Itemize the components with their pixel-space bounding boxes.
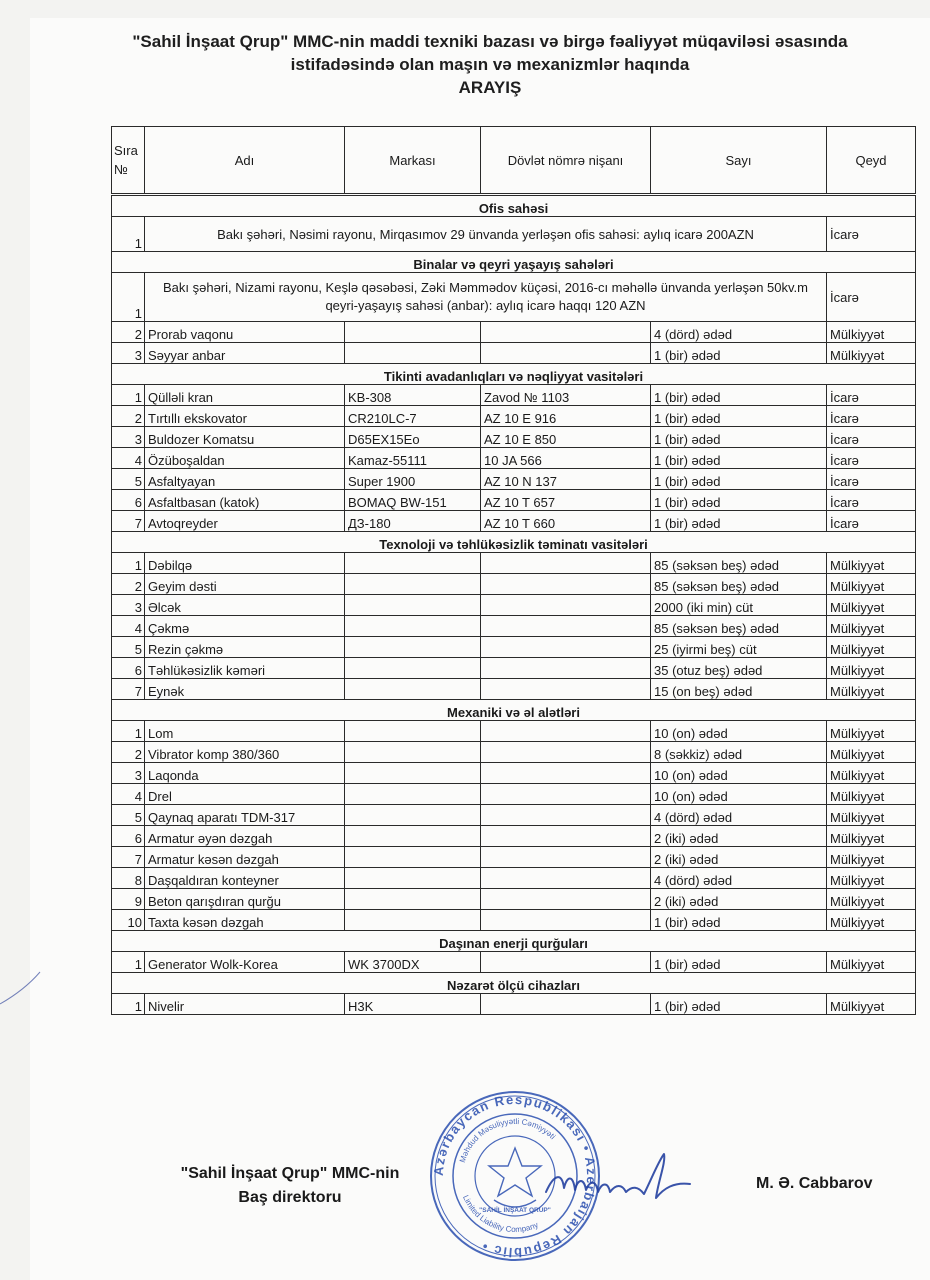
row-name: Avtoqreyder <box>145 511 345 532</box>
table-header-row <box>112 127 916 195</box>
row-number: 3 <box>112 763 145 784</box>
row-quantity: 35 (otuz beş) ədəd <box>651 658 827 679</box>
row-note: Mülkiyyət <box>827 784 916 805</box>
row-brand <box>345 574 481 595</box>
row-quantity: 1 (bir) ədəd <box>651 427 827 448</box>
table-row <box>112 574 916 595</box>
footer-org-line-1: "Sahil İnşaat Qrup" MMC-nin <box>180 1165 400 1182</box>
row-name: Armatur əyən dəzgah <box>145 826 345 847</box>
signer-name: M. Ə. Cabbarov <box>756 1175 873 1192</box>
row-number: 4 <box>112 784 145 805</box>
stamp-inner-bottom-text: Limited Liability Company <box>461 1193 540 1235</box>
row-quantity: 15 (on beş) ədəd <box>651 679 827 700</box>
row-note: Mülkiyyət <box>827 616 916 637</box>
row-brand <box>345 658 481 679</box>
row-note: Mülkiyyət <box>827 826 916 847</box>
row-note: İcarə <box>827 448 916 469</box>
row-name: Əlcək <box>145 595 345 616</box>
row-number: 4 <box>112 448 145 469</box>
section-header-row <box>112 700 916 721</box>
row-quantity: 10 (on) ədəd <box>651 763 827 784</box>
title-line-2: istifadəsində olan maşın və mexanizmlər haqında <box>290 55 690 74</box>
stamp-outer-text: Azərbaycan Respublikası • Azerbaijan Republic • <box>430 1091 600 1261</box>
row-brand <box>345 343 481 364</box>
row-plate <box>481 595 651 616</box>
table-row <box>112 511 916 532</box>
row-quantity: 1 (bir) ədəd <box>651 910 827 931</box>
row-name: Qaynaq aparatı TDM-317 <box>145 805 345 826</box>
table-row <box>112 994 916 1015</box>
table-row <box>112 469 916 490</box>
row-number: 5 <box>112 805 145 826</box>
row-number: 3 <box>112 595 145 616</box>
table-row <box>112 385 916 406</box>
row-note: İcarə <box>827 490 916 511</box>
row-number: 6 <box>112 658 145 679</box>
section-header-row <box>112 532 916 553</box>
row-plate: AZ 10 E 850 <box>481 427 651 448</box>
row-name: Təhlükəsizlik kəməri <box>145 658 345 679</box>
header-note: Qeyd <box>827 127 916 195</box>
row-quantity: 25 (iyirmi beş) cüt <box>651 637 827 658</box>
row-description: Bakı şəhəri, Nəsimi rayonu, Mirqasımov 29 ünvanda yerləşən ofis sahəsi: aylıq icarə 200AZN <box>145 217 827 252</box>
row-plate <box>481 658 651 679</box>
row-brand <box>345 595 481 616</box>
row-plate: AZ 10 E 916 <box>481 406 651 427</box>
row-name: Geyim dəsti <box>145 574 345 595</box>
footer-org-line-2: Baş direktoru <box>238 1189 342 1206</box>
section-title: Texnoloji və təhlükəsizlik təminatı vasitələri <box>112 532 916 553</box>
row-quantity: 1 (bir) ədəd <box>651 448 827 469</box>
section-header-row <box>112 973 916 994</box>
row-plate: AZ 10 T 657 <box>481 490 651 511</box>
table-row <box>112 217 916 252</box>
table-row <box>112 406 916 427</box>
row-plate: Zavod № 1103 <box>481 385 651 406</box>
document-title <box>80 30 900 99</box>
table-row <box>112 889 916 910</box>
row-brand <box>345 910 481 931</box>
row-brand <box>345 553 481 574</box>
row-name: Nivelir <box>145 994 345 1015</box>
row-quantity: 10 (on) ədəd <box>651 721 827 742</box>
row-plate <box>481 889 651 910</box>
table-row <box>112 273 916 322</box>
row-quantity: 4 (dörd) ədəd <box>651 805 827 826</box>
row-name: Laqonda <box>145 763 345 784</box>
table-row <box>112 343 916 364</box>
row-note: Mülkiyyət <box>827 595 916 616</box>
row-name: Beton qarışdıran qurğu <box>145 889 345 910</box>
row-brand <box>345 805 481 826</box>
table-row <box>112 847 916 868</box>
section-title: Daşınan enerji qurğuları <box>112 931 916 952</box>
row-brand <box>345 868 481 889</box>
row-plate <box>481 616 651 637</box>
row-note: Mülkiyyət <box>827 343 916 364</box>
table-row <box>112 721 916 742</box>
row-number: 5 <box>112 469 145 490</box>
header-plate: Dövlət nömrə nişanı <box>481 127 651 195</box>
row-quantity: 85 (səksən beş) ədəd <box>651 616 827 637</box>
margin-pen-stroke <box>0 960 50 1010</box>
row-plate <box>481 910 651 931</box>
row-brand <box>345 742 481 763</box>
row-name: Vibrator komp 380/360 <box>145 742 345 763</box>
row-name: Qülləli kran <box>145 385 345 406</box>
title-line-1: "Sahil İnşaat Qrup" MMC-nin maddi texniki bazası və birgə fəaliyyət müqaviləsi əsasında <box>132 32 848 51</box>
row-number: 5 <box>112 637 145 658</box>
row-quantity: 1 (bir) ədəd <box>651 385 827 406</box>
row-description: Bakı şəhəri, Nizami rayonu, Keşlə qəsəbəsi, Zəki Məmmədov küçəsi, 2016-cı məhəllə ünvanda yerləşən 50kv.m qeyri-yaşayış sahəsi (anbar): aylıq icarə haqqı 120 AZN <box>145 273 827 322</box>
table-row <box>112 868 916 889</box>
table-row <box>112 679 916 700</box>
row-brand: Super 1900 <box>345 469 481 490</box>
row-brand <box>345 721 481 742</box>
row-name: Lom <box>145 721 345 742</box>
row-note: Mülkiyyət <box>827 574 916 595</box>
row-note: İcarə <box>827 406 916 427</box>
row-name: Dəbilqə <box>145 553 345 574</box>
row-plate <box>481 553 651 574</box>
row-brand <box>345 637 481 658</box>
row-plate <box>481 637 651 658</box>
row-brand: BOMAQ BW-151 <box>345 490 481 511</box>
row-plate: AZ 10 N 137 <box>481 469 651 490</box>
row-quantity: 1 (bir) ədəd <box>651 469 827 490</box>
footer-organization <box>160 1162 420 1210</box>
star-emblem-icon <box>489 1148 541 1207</box>
table-body <box>112 195 916 1015</box>
row-plate <box>481 742 651 763</box>
section-title: Nəzarət ölçü cihazları <box>112 973 916 994</box>
row-note: Mülkiyyət <box>827 868 916 889</box>
table-row <box>112 616 916 637</box>
table-row <box>112 322 916 343</box>
stamp-center-text: "SAHİL İNŞAAT QRUP" <box>479 1207 551 1214</box>
table-row <box>112 553 916 574</box>
row-quantity: 4 (dörd) ədəd <box>651 868 827 889</box>
row-number: 2 <box>112 406 145 427</box>
section-header-row <box>112 252 916 273</box>
row-name: Səyyar anbar <box>145 343 345 364</box>
row-number: 1 <box>112 721 145 742</box>
row-brand <box>345 763 481 784</box>
header-no-line-2: № <box>114 162 128 177</box>
section-title: Tikinti avadanlıqları və nəqliyyat vasitələri <box>112 364 916 385</box>
row-name: Özüboşaldan <box>145 448 345 469</box>
row-number: 6 <box>112 490 145 511</box>
row-number: 7 <box>112 679 145 700</box>
row-brand <box>345 847 481 868</box>
row-plate <box>481 805 651 826</box>
stamp-inner-top-text: Məhdud Məsuliyyətli Cəmiyyəti <box>457 1116 558 1164</box>
row-brand <box>345 679 481 700</box>
row-plate <box>481 784 651 805</box>
row-note: Mülkiyyət <box>827 322 916 343</box>
row-number: 1 <box>112 994 145 1015</box>
inventory-table <box>111 126 916 1015</box>
row-number: 6 <box>112 826 145 847</box>
row-number: 10 <box>112 910 145 931</box>
row-number: 1 <box>112 217 145 252</box>
row-brand: D65EX15Eo <box>345 427 481 448</box>
row-note: Mülkiyyət <box>827 763 916 784</box>
row-note: İcarə <box>827 217 916 252</box>
row-number: 4 <box>112 616 145 637</box>
table-row <box>112 658 916 679</box>
row-number: 9 <box>112 889 145 910</box>
row-name: Drel <box>145 784 345 805</box>
row-quantity: 1 (bir) ədəd <box>651 406 827 427</box>
section-header-row <box>112 364 916 385</box>
row-brand <box>345 784 481 805</box>
table-row <box>112 952 916 973</box>
row-plate <box>481 952 651 973</box>
row-brand: CR210LC-7 <box>345 406 481 427</box>
row-plate <box>481 721 651 742</box>
row-note: İcarə <box>827 273 916 322</box>
row-note: İcarə <box>827 427 916 448</box>
row-name: Rezin çəkmə <box>145 637 345 658</box>
table-row <box>112 448 916 469</box>
row-brand <box>345 889 481 910</box>
row-brand <box>345 322 481 343</box>
table-row <box>112 826 916 847</box>
row-note: İcarə <box>827 385 916 406</box>
row-quantity: 1 (bir) ədəd <box>651 994 827 1015</box>
row-plate <box>481 679 651 700</box>
row-note: Mülkiyyət <box>827 658 916 679</box>
row-name: Çəkmə <box>145 616 345 637</box>
row-note: Mülkiyyət <box>827 742 916 763</box>
row-quantity: 85 (səksən beş) ədəd <box>651 553 827 574</box>
table-row <box>112 427 916 448</box>
row-plate <box>481 994 651 1015</box>
table-row <box>112 805 916 826</box>
row-plate: AZ 10 T 660 <box>481 511 651 532</box>
row-note: İcarə <box>827 511 916 532</box>
row-name: Generator Wolk-Korea <box>145 952 345 973</box>
row-note: Mülkiyyət <box>827 910 916 931</box>
row-plate <box>481 322 651 343</box>
row-name: Taxta kəsən dəzgah <box>145 910 345 931</box>
row-quantity: 1 (bir) ədəd <box>651 952 827 973</box>
row-note: Mülkiyyət <box>827 889 916 910</box>
row-plate: 10 JA 566 <box>481 448 651 469</box>
row-number: 1 <box>112 553 145 574</box>
row-brand: ДЗ-180 <box>345 511 481 532</box>
row-number: 3 <box>112 427 145 448</box>
row-plate <box>481 763 651 784</box>
row-quantity: 85 (səksən beş) ədəd <box>651 574 827 595</box>
table-row <box>112 742 916 763</box>
section-title: Mexaniki və əl alətləri <box>112 700 916 721</box>
header-brand: Markası <box>345 127 481 195</box>
table-row <box>112 637 916 658</box>
row-note: Mülkiyyət <box>827 721 916 742</box>
row-quantity: 4 (dörd) ədəd <box>651 322 827 343</box>
row-note: Mülkiyyət <box>827 637 916 658</box>
row-quantity: 1 (bir) ədəd <box>651 343 827 364</box>
row-brand: WK 3700DX <box>345 952 481 973</box>
row-note: Mülkiyyət <box>827 994 916 1015</box>
row-plate <box>481 868 651 889</box>
header-qty: Sayı <box>651 127 827 195</box>
row-name: Armatur kəsən dəzgah <box>145 847 345 868</box>
table-row <box>112 763 916 784</box>
table-row <box>112 490 916 511</box>
row-name: Daşqaldıran konteyner <box>145 868 345 889</box>
row-brand <box>345 826 481 847</box>
row-name: Asfaltbasan (katok) <box>145 490 345 511</box>
row-note: Mülkiyyət <box>827 805 916 826</box>
table-row <box>112 784 916 805</box>
row-plate <box>481 826 651 847</box>
section-header-row <box>112 195 916 217</box>
row-note: Mülkiyyət <box>827 847 916 868</box>
row-name: Asfaltyayan <box>145 469 345 490</box>
row-quantity: 1 (bir) ədəd <box>651 490 827 511</box>
title-line-3: ARAYIŞ <box>458 78 522 97</box>
row-quantity: 2 (iki) ədəd <box>651 847 827 868</box>
row-name: Tırtıllı ekskovator <box>145 406 345 427</box>
row-plate <box>481 343 651 364</box>
row-name: Eynək <box>145 679 345 700</box>
section-title: Binalar və qeyri yaşayış sahələri <box>112 252 916 273</box>
row-number: 8 <box>112 868 145 889</box>
row-quantity: 10 (on) ədəd <box>651 784 827 805</box>
row-brand: Kamaz-55111 <box>345 448 481 469</box>
row-number: 2 <box>112 574 145 595</box>
row-note: Mülkiyyət <box>827 679 916 700</box>
row-number: 1 <box>112 273 145 322</box>
signature-mark <box>540 1148 700 1208</box>
row-number: 1 <box>112 385 145 406</box>
row-number: 7 <box>112 847 145 868</box>
header-name: Adı <box>145 127 345 195</box>
row-plate <box>481 574 651 595</box>
row-note: Mülkiyyət <box>827 553 916 574</box>
header-no <box>112 127 145 195</box>
row-brand <box>345 616 481 637</box>
row-number: 2 <box>112 322 145 343</box>
row-brand: H3K <box>345 994 481 1015</box>
row-number: 7 <box>112 511 145 532</box>
row-number: 2 <box>112 742 145 763</box>
section-title: Ofis sahəsi <box>112 195 916 217</box>
row-quantity: 2 (iki) ədəd <box>651 826 827 847</box>
row-number: 1 <box>112 952 145 973</box>
row-brand: KB-308 <box>345 385 481 406</box>
row-quantity: 8 (səkkiz) ədəd <box>651 742 827 763</box>
row-quantity: 2000 (iki min) cüt <box>651 595 827 616</box>
row-number: 3 <box>112 343 145 364</box>
section-header-row <box>112 931 916 952</box>
row-quantity: 1 (bir) ədəd <box>651 511 827 532</box>
row-note: Mülkiyyət <box>827 952 916 973</box>
table-row <box>112 595 916 616</box>
header-no-line-1: Sıra <box>114 143 138 158</box>
row-name: Prorab vaqonu <box>145 322 345 343</box>
row-name: Buldozer Komatsu <box>145 427 345 448</box>
row-plate <box>481 847 651 868</box>
row-quantity: 2 (iki) ədəd <box>651 889 827 910</box>
table-row <box>112 910 916 931</box>
row-note: İcarə <box>827 469 916 490</box>
